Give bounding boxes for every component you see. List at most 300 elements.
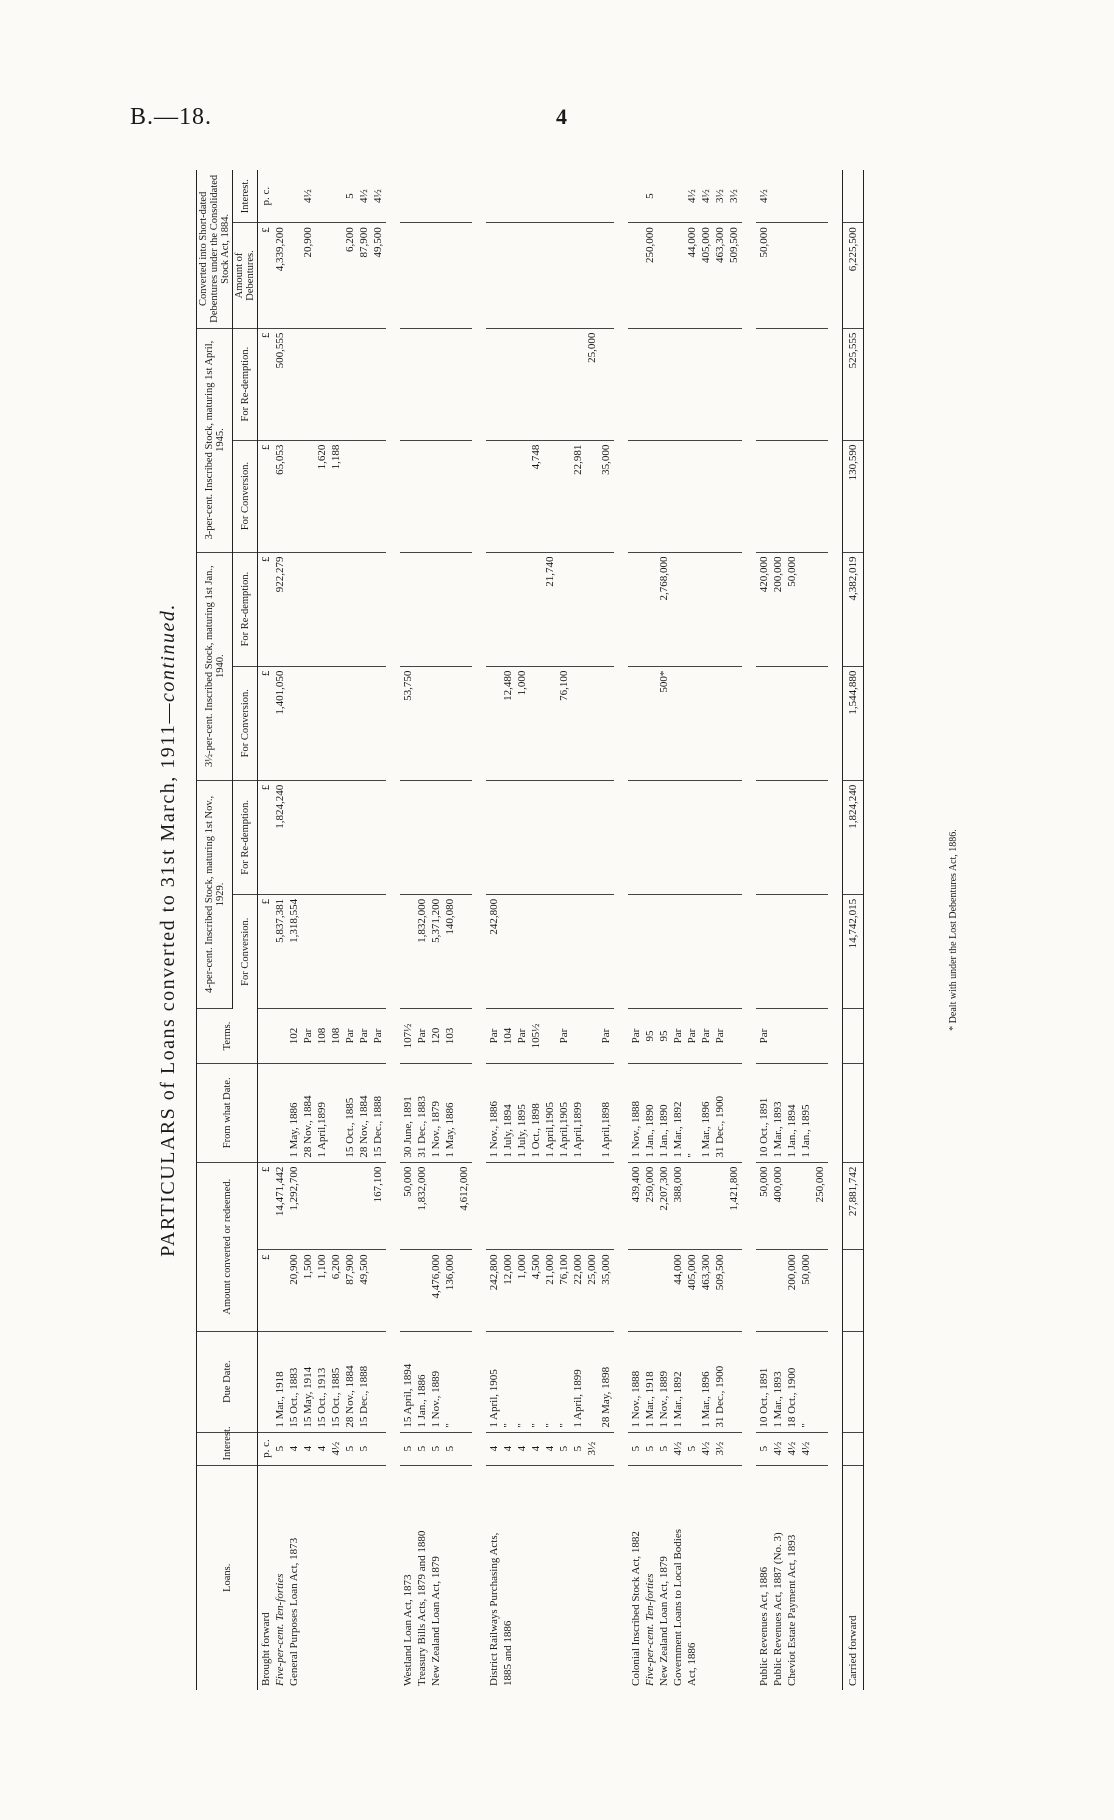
page-ref: B.—18. <box>130 104 213 130</box>
cell-line: 1,100 <box>316 1254 328 1280</box>
cell-line: 10 Oct., 1891 <box>758 1367 770 1428</box>
cell-line: Par <box>344 1028 356 1044</box>
cell-line: 6,200 <box>344 227 356 253</box>
cell-line: £ <box>260 898 272 905</box>
cell-line: £ <box>260 784 272 791</box>
cell-line: 5 <box>274 1445 286 1452</box>
cell-dint <box>628 170 742 223</box>
cell-terms <box>400 1009 472 1064</box>
carried-forward-amount: 27,881,742 <box>843 1162 864 1250</box>
cell-line <box>273 1013 287 1059</box>
table-row <box>258 170 387 1690</box>
cell-line: 1 Mar., 1892 <box>672 1371 684 1428</box>
carried-forward-empty <box>843 170 864 223</box>
cell-line: 50,000 <box>786 556 798 587</box>
cell-c3 <box>628 440 742 552</box>
cell-from <box>400 1063 472 1162</box>
cell-line: £ <box>260 556 272 563</box>
cell-r4 <box>400 780 472 894</box>
cell-line: 3½ <box>728 189 740 204</box>
cell-line <box>629 671 643 776</box>
cell-line: 242,800 <box>488 1254 500 1291</box>
cell-r3 <box>628 328 742 440</box>
rotated-table-page <box>148 170 988 1690</box>
cell-line <box>585 1336 599 1428</box>
group-short-dated: Converted into Short-dated Debentures under the Consolidated Stock Act, 1884. <box>197 170 233 328</box>
cell-dint <box>486 170 614 223</box>
cell-from <box>486 1063 614 1162</box>
cell-line <box>629 1254 643 1326</box>
cell-line <box>315 1167 329 1246</box>
cell-line: 1 July, 1895 <box>516 1104 528 1158</box>
cell-line: Par <box>686 1028 698 1044</box>
cell-r35 <box>628 552 742 666</box>
cell-line: Par <box>488 1028 500 1044</box>
carried-forward-r3: 525,555 <box>843 328 864 440</box>
cell-line: 509,500 <box>714 1254 726 1291</box>
cell-line: 120 <box>430 1027 442 1045</box>
cell-line: 509,500 <box>728 227 740 264</box>
cell-c4 <box>486 894 614 1008</box>
cell-line: 21,000 <box>544 1254 556 1285</box>
cell-line <box>557 445 571 548</box>
cell-line: Public Revenues Act, 1887 (No. 3) <box>772 1532 784 1686</box>
cell-line: Public Revenues Act, 1886 <box>758 1566 770 1686</box>
cell-line: Treasury Bills Acts, 1879 and 1880 <box>416 1530 428 1686</box>
title-main: PARTICULARS of Loans converted to 31st March, 1911— <box>157 702 179 1257</box>
header-row-groups <box>197 170 233 1690</box>
cell-line: Westland Loan Act, 1873 <box>402 1574 414 1686</box>
cell-amt2 <box>400 1162 472 1250</box>
cell-terms <box>258 1009 387 1064</box>
cell-line <box>343 1470 357 1686</box>
cell-line: 405,000 <box>700 227 712 264</box>
carried-forward-c35: 1,544,880 <box>843 666 864 780</box>
cell-line: 22,981 <box>572 444 584 475</box>
sub-debentures-interest: Interest. <box>233 170 258 223</box>
cell-line: 65,053 <box>274 444 286 475</box>
cell-loans <box>628 1465 742 1690</box>
cell-line: " <box>558 1423 570 1428</box>
cell-line <box>685 1167 699 1246</box>
cell-loans <box>756 1465 828 1690</box>
cell-c35 <box>400 666 472 780</box>
cell-line: £ <box>260 670 272 677</box>
cell-line <box>401 899 415 1004</box>
cell-line: 500* <box>658 670 670 693</box>
sub-debentures-amount: Amount of Debentures. <box>233 223 258 328</box>
cell-line: 35,000 <box>600 1254 612 1285</box>
cell-c4 <box>400 894 472 1008</box>
cell-line <box>301 1470 315 1686</box>
cell-line: 5 <box>344 193 356 199</box>
cell-line: 103 <box>444 1027 456 1045</box>
cell-line: p. c. <box>260 186 272 206</box>
cell-line <box>329 1167 343 1246</box>
row-spacer <box>614 170 628 1690</box>
cell-line: " <box>800 1423 812 1428</box>
cell-line: 6,200 <box>330 1254 342 1280</box>
cell-line: 15 Oct., 1885 <box>330 1367 342 1428</box>
cell-line: 5 <box>402 1445 414 1452</box>
cell-line: 4 <box>488 1445 500 1452</box>
cell-line <box>487 445 501 548</box>
cell-line: Par <box>714 1028 726 1044</box>
cell-line <box>443 1167 457 1246</box>
cell-line: £ <box>260 1166 272 1173</box>
cell-c35 <box>258 666 387 780</box>
cell-line: 76,100 <box>558 670 570 701</box>
cell-line: £ <box>260 227 272 233</box>
carried-forward-r4: 1,824,240 <box>843 780 864 894</box>
cell-line <box>515 445 529 548</box>
cell-line: Par <box>516 1028 528 1044</box>
cell-line: 1,620 <box>316 444 328 470</box>
cell-line: Par <box>416 1028 428 1044</box>
cell-line: £ <box>260 444 272 451</box>
cell-line <box>287 445 301 548</box>
cell-line: 242,800 <box>488 898 500 935</box>
cell-line <box>301 1167 315 1246</box>
cell-line: 21,740 <box>544 556 556 587</box>
spacer-cell <box>828 170 843 1690</box>
cell-line: 4½ <box>700 189 712 204</box>
cell-line: " <box>686 1153 698 1158</box>
cell-line <box>643 557 657 662</box>
cell-line: 18 Oct., 1900 <box>786 1367 798 1428</box>
cell-line <box>315 174 329 218</box>
cell-line: 5,371,200 <box>430 898 442 943</box>
cell-line: 922,279 <box>274 556 286 593</box>
cell-amt1 <box>400 1250 472 1331</box>
cell-line <box>799 1167 813 1246</box>
cell-line <box>343 1167 357 1246</box>
cell-line: 1,318,554 <box>288 898 300 943</box>
cell-line: 5 <box>644 1445 656 1452</box>
cell-dint <box>400 170 472 223</box>
cell-line: 1 Mar., 1893 <box>772 1371 784 1428</box>
cell-line <box>357 1167 371 1246</box>
cell-line <box>259 1013 273 1059</box>
cell-line: 15 May, 1914 <box>302 1366 314 1428</box>
cell-line: 1 Mar., 1918 <box>274 1371 286 1428</box>
cell-line: Five-per-cent. Ten-forties <box>644 1573 656 1686</box>
cell-line: 4 <box>502 1445 514 1452</box>
table-row <box>486 170 614 1690</box>
cell-r35 <box>486 552 614 666</box>
cell-line: 22,000 <box>572 1254 584 1285</box>
cell-line: 1,000 <box>516 1254 528 1280</box>
cell-line <box>301 445 315 548</box>
cell-line: 28 May, 1898 <box>600 1366 612 1428</box>
cell-terms <box>628 1009 742 1064</box>
cell-line: 4½ <box>700 1441 712 1456</box>
cell-line: 4½ <box>686 189 698 204</box>
loans-table <box>196 170 864 1690</box>
cell-line: 35,000 <box>600 444 612 475</box>
cell-line <box>259 1068 273 1158</box>
cell-c3 <box>258 440 387 552</box>
cell-r3 <box>400 328 472 440</box>
cell-line: New Zealand Loan Act, 1879 <box>658 1556 670 1686</box>
cell-line <box>543 333 557 436</box>
cell-line: 4,748 <box>530 444 542 470</box>
cell-line: 405,000 <box>686 1254 698 1291</box>
cell-r3 <box>486 328 614 440</box>
cell-line: 4½ <box>772 1441 784 1456</box>
cell-deb <box>486 223 614 328</box>
cell-line <box>487 333 501 436</box>
cell-line: 76,100 <box>558 1254 570 1285</box>
cell-line: 1 Jan., 1894 <box>786 1104 798 1158</box>
cell-terms <box>486 1009 614 1064</box>
cell-c35 <box>756 666 828 780</box>
cell-line: 12,000 <box>502 1254 514 1285</box>
cell-amt1 <box>258 1250 387 1331</box>
cell-line: 1 Mar., 1918 <box>644 1371 656 1428</box>
cell-line: 1 Jan., 1895 <box>800 1104 812 1158</box>
cell-line <box>501 333 515 436</box>
cell-interest <box>756 1432 828 1465</box>
cell-line: 1,832,000 <box>416 898 428 943</box>
cell-line: 87,900 <box>358 227 370 258</box>
cell-line: 25,000 <box>586 332 598 363</box>
row-spacer <box>386 170 400 1690</box>
cell-line <box>273 1068 287 1158</box>
cell-r4 <box>258 780 387 894</box>
sub-3pc-conversion: For Conversion. <box>233 440 258 552</box>
cell-line: Par <box>358 1028 370 1044</box>
cell-line: 20,900 <box>288 1254 300 1285</box>
cell-line: 2,207,300 <box>658 1166 670 1211</box>
cell-line: 400,000 <box>772 1166 784 1203</box>
col-due-date: Due Date. <box>197 1331 258 1432</box>
cell-line: 1 May, 1886 <box>444 1102 456 1158</box>
cell-line: 4½ <box>800 1441 812 1456</box>
cell-deb <box>756 223 828 328</box>
cell-deb <box>258 223 387 328</box>
cell-line: 4 <box>530 1445 542 1452</box>
cell-line: 4 <box>288 1445 300 1452</box>
col-from-date: From what Date. <box>197 1063 258 1162</box>
cell-line: Par <box>302 1028 314 1044</box>
group-4pc: 4-per-cent. Inscribed Stock, maturing 1st Nov., 1929. <box>197 780 233 1008</box>
sub-4pc-conversion: For Conversion. <box>233 894 258 1008</box>
cell-line: " <box>444 1423 456 1428</box>
cell-line: 1 Nov., 1888 <box>630 1370 642 1428</box>
cell-loans <box>400 1465 472 1690</box>
cell-line: £ <box>260 332 272 339</box>
spacer-cell <box>472 170 486 1690</box>
cell-line: 107½ <box>402 1023 414 1049</box>
cell-line: 1,000 <box>516 670 528 696</box>
cell-line: 15 Oct., 1885 <box>344 1097 356 1158</box>
cell-line: 12,480 <box>502 670 514 701</box>
cell-line: 4½ <box>372 189 384 204</box>
cell-line: 1 May, 1886 <box>288 1102 300 1158</box>
carried-forward-empty <box>843 1009 864 1064</box>
cell-line: p. c. <box>260 1439 272 1458</box>
cell-line: " <box>502 1423 514 1428</box>
cell-line <box>699 1167 713 1246</box>
cell-c3 <box>756 440 828 552</box>
cell-line: 5 <box>430 1445 442 1452</box>
cell-line: 1 April,1899 <box>316 1102 328 1158</box>
cell-line: Par <box>558 1028 570 1044</box>
cell-line: Par <box>700 1028 712 1044</box>
cell-line: 1 Nov., 1889 <box>658 1370 670 1428</box>
cell-line: 4,500 <box>530 1254 542 1280</box>
cell-c3 <box>486 440 614 552</box>
cell-line <box>543 445 557 548</box>
cell-line: 4½ <box>358 189 370 204</box>
cell-line: 49,500 <box>358 1254 370 1285</box>
cell-line: 1 Jan., 1886 <box>416 1374 428 1428</box>
cell-c4 <box>258 894 387 1008</box>
cell-line: 4 <box>316 1445 328 1452</box>
cell-line <box>629 557 643 662</box>
cell-line: 15 April, 1894 <box>402 1363 414 1428</box>
cell-line: 420,000 <box>758 556 770 593</box>
cell-due <box>258 1331 387 1432</box>
cell-line: 1 Mar., 1892 <box>672 1101 684 1158</box>
cell-line: 95 <box>658 1030 670 1042</box>
cell-line: 28 Nov., 1884 <box>344 1365 356 1428</box>
cell-line: 105½ <box>530 1023 542 1049</box>
col-terms: Terms. <box>197 1009 258 1064</box>
cell-line: 5 <box>416 1445 428 1452</box>
cell-line: 49,500 <box>372 227 384 258</box>
cell-line: Par <box>758 1028 770 1044</box>
cell-c35 <box>628 666 742 780</box>
cell-line: 31 Dec., 1900 <box>714 1365 726 1428</box>
cell-line: " <box>544 1423 556 1428</box>
cell-line <box>543 1013 557 1059</box>
carried-forward-row <box>843 170 864 1690</box>
cell-line: 1 Jan., 1890 <box>658 1104 670 1158</box>
cell-line: 4,339,200 <box>274 227 286 272</box>
cell-line: New Zealand Loan Act, 1879 <box>430 1556 442 1686</box>
cell-line <box>713 1167 727 1246</box>
cell-line: Par <box>630 1028 642 1044</box>
cell-r3 <box>258 328 387 440</box>
cell-line: 14,471,442 <box>274 1166 286 1217</box>
cell-line <box>671 174 685 218</box>
cell-line <box>287 174 301 218</box>
cell-line <box>515 557 529 662</box>
cell-line: Act, 1886 <box>686 1642 698 1686</box>
cell-line <box>585 1013 599 1059</box>
cell-c4 <box>628 894 742 1008</box>
cell-line: 50,000 <box>758 227 770 258</box>
table-row <box>756 170 828 1690</box>
cell-line: 25,000 <box>586 1254 598 1285</box>
row-spacer <box>742 170 756 1690</box>
cell-line: 5 <box>630 1445 642 1452</box>
cell-line: 463,300 <box>714 227 726 264</box>
cell-line: 4,476,000 <box>430 1254 442 1299</box>
cell-line: 250,000 <box>644 227 656 264</box>
cell-line: 5,837,381 <box>274 898 286 943</box>
cell-line: 44,000 <box>672 1254 684 1285</box>
carried-forward-empty <box>843 1432 864 1465</box>
cell-line <box>315 1470 329 1686</box>
cell-line: Five-per-cent. Ten-forties <box>274 1573 286 1686</box>
cell-line: 4½ <box>786 1441 798 1456</box>
carried-forward-c3: 130,590 <box>843 440 864 552</box>
cell-line: 1 Mar., 1896 <box>700 1101 712 1158</box>
cell-line: 1 Nov., 1879 <box>430 1100 442 1158</box>
cell-line <box>487 671 501 776</box>
cell-line: 1,832,000 <box>416 1166 428 1211</box>
cell-amt2 <box>258 1162 387 1250</box>
cell-amt2 <box>628 1162 742 1250</box>
cell-line: 1,500 <box>302 1254 314 1280</box>
cell-line: 3½ <box>714 189 726 204</box>
cell-from <box>258 1063 387 1162</box>
cell-from <box>628 1063 742 1162</box>
cell-line: 1 Mar., 1896 <box>700 1371 712 1428</box>
cell-line: 28 Nov., 1884 <box>302 1095 314 1158</box>
cell-interest <box>400 1432 472 1465</box>
cell-line <box>273 174 287 218</box>
footnote: * Dealt with under the Lost Debentures Act, 1886. <box>948 829 959 1031</box>
cell-line: 1 Nov., 1886 <box>488 1100 500 1158</box>
cell-line <box>657 174 671 218</box>
cell-loans <box>258 1465 387 1690</box>
cell-line: 5 <box>658 1445 670 1452</box>
cell-due <box>400 1331 472 1432</box>
cell-line: 4 <box>544 1445 556 1452</box>
cell-line: 3½ <box>586 1441 598 1456</box>
cell-line: 104 <box>502 1027 514 1045</box>
cell-line <box>543 671 557 776</box>
cell-line: 28 Nov., 1884 <box>358 1095 370 1158</box>
cell-line <box>487 557 501 662</box>
cell-line: 20,900 <box>302 227 314 258</box>
cell-line <box>585 1068 599 1158</box>
cell-line <box>273 1254 287 1326</box>
page-title <box>148 170 188 1690</box>
cell-line: 5 <box>358 1445 370 1452</box>
cell-line: 1 April, 1905 <box>488 1369 500 1428</box>
cell-dint <box>756 170 828 223</box>
cell-line: 5 <box>444 1445 456 1452</box>
cell-line: 5 <box>686 1445 698 1452</box>
cell-amt2 <box>486 1162 614 1250</box>
cell-line: 1 April,1898 <box>600 1102 612 1158</box>
cell-amt1 <box>756 1250 828 1331</box>
cell-line: " <box>516 1423 528 1428</box>
cell-line <box>671 227 685 323</box>
cell-line <box>429 1167 443 1246</box>
cell-c35 <box>486 666 614 780</box>
cell-line: 1 Nov., 1888 <box>630 1100 642 1158</box>
cell-line <box>643 1254 657 1326</box>
cell-line <box>287 227 301 323</box>
cell-line: 15 Oct., 1883 <box>288 1367 300 1428</box>
cell-line <box>501 557 515 662</box>
cell-line <box>515 333 529 436</box>
carried-forward-empty <box>843 1331 864 1432</box>
carried-forward-label: Carried forward <box>843 1465 864 1690</box>
cell-line <box>629 227 643 323</box>
cell-line: 5 <box>572 1445 584 1452</box>
cell-amt1 <box>628 1250 742 1331</box>
cell-line: 1,421,800 <box>728 1166 740 1211</box>
cell-line <box>685 1336 699 1428</box>
cell-line <box>501 445 515 548</box>
